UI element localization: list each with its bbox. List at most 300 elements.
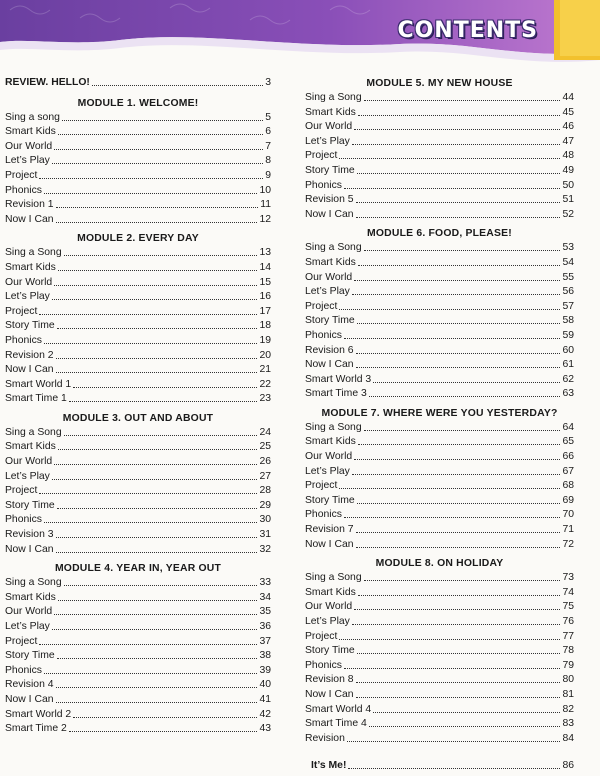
toc-entry-page: 9	[265, 169, 271, 181]
toc-entry	[5, 334, 271, 349]
dot-leader	[52, 470, 258, 480]
dot-leader	[73, 378, 257, 388]
dot-leader	[344, 659, 560, 669]
toc-entry-label: REVIEW. HELLO!	[5, 77, 90, 88]
toc-entry-page: 67	[562, 465, 574, 477]
toc-entry	[305, 164, 574, 179]
toc-entry-label: Phonics	[305, 179, 342, 191]
toc-entry	[305, 494, 574, 509]
dot-leader	[357, 494, 561, 504]
toc-entry-page: 51	[562, 194, 574, 206]
dot-leader	[344, 508, 560, 518]
dot-leader	[364, 241, 561, 251]
toc-entry-page: 79	[562, 659, 574, 671]
toc-entry	[5, 198, 271, 213]
toc-entry	[5, 605, 271, 620]
toc-entry	[5, 620, 271, 635]
toc-entry-label: Now I Can	[5, 213, 54, 225]
toc-entry-page: 33	[259, 577, 271, 589]
toc-entry-page: 30	[259, 514, 271, 526]
dot-leader	[56, 543, 258, 553]
toc-entry-label: Project	[5, 485, 38, 497]
toc-entry-label: Smart World 1	[5, 378, 72, 390]
dot-leader	[57, 499, 258, 509]
toc-entry	[305, 241, 574, 256]
dot-leader	[356, 673, 561, 683]
toc-entry-page: 73	[562, 572, 574, 584]
toc-entry-page: 78	[562, 645, 574, 657]
toc-entry	[305, 673, 574, 688]
toc-entry-label: Our World	[305, 121, 353, 133]
toc-entry-label: Let’s Play	[5, 155, 50, 167]
dot-leader	[56, 528, 258, 538]
toc-entry	[305, 91, 574, 106]
dot-leader	[44, 184, 257, 194]
dot-leader	[354, 120, 560, 130]
toc-entry-label: Sing a Song	[305, 572, 362, 584]
dot-leader	[339, 630, 560, 640]
toc-entry-page: 77	[562, 630, 574, 642]
toc-entry-label: Project	[305, 630, 338, 642]
toc-entry	[305, 615, 574, 630]
toc-entry-label: Story Time	[305, 494, 355, 506]
toc-entry-label: Sing a Song	[5, 426, 62, 438]
dot-leader	[64, 426, 258, 436]
dot-leader	[364, 421, 561, 431]
toc-entry-page: 71	[562, 524, 574, 536]
module-heading: MODULE 8. ON HOLIDAY	[375, 558, 504, 570]
dot-leader	[364, 91, 561, 101]
toc-entry-label: Smart World 3	[305, 373, 372, 385]
dot-leader	[339, 149, 560, 159]
toc-entry-label: Smart Kids	[5, 261, 56, 273]
toc-entry-label: Project	[5, 169, 38, 181]
toc-entry-label: Story Time	[305, 164, 355, 176]
dot-leader	[56, 363, 258, 373]
dot-leader	[44, 334, 257, 344]
toc-entry	[305, 538, 574, 553]
toc-entry-label: Now I Can	[305, 208, 354, 220]
dot-leader	[373, 373, 560, 383]
toc-entry	[5, 392, 271, 407]
module-section	[305, 556, 574, 746]
dot-leader	[364, 571, 561, 581]
dot-leader	[54, 276, 257, 286]
toc-entry	[5, 649, 271, 664]
toc-entry	[305, 344, 574, 359]
dot-leader	[56, 198, 259, 208]
toc-entry-label: Our World	[305, 271, 353, 283]
dot-leader	[352, 285, 561, 295]
dot-leader	[54, 140, 263, 150]
toc-entry	[5, 319, 271, 334]
toc-entry	[305, 644, 574, 659]
toc-entry	[5, 543, 271, 558]
toc-entry	[5, 378, 271, 393]
toc-entry-label: Smart Kids	[5, 126, 56, 138]
module-section	[5, 561, 271, 737]
dot-leader	[52, 290, 258, 300]
toc-entry	[305, 135, 574, 150]
toc-entry	[5, 111, 271, 126]
toc-entry-label: Sing a Song	[5, 577, 62, 589]
dot-leader	[56, 693, 258, 703]
toc-entry-label: Smart Kids	[305, 256, 356, 268]
toc-entry-page: 41	[259, 693, 271, 705]
toc-entry-label: Phonics	[305, 659, 342, 671]
toc-entry-label: Now I Can	[305, 538, 354, 550]
page-title: CONTENTS	[397, 18, 538, 43]
module-heading: MODULE 2. EVERY DAY	[77, 233, 199, 245]
toc-entry-page: 45	[562, 106, 574, 118]
dot-leader	[352, 135, 561, 145]
dot-leader	[356, 358, 561, 368]
dot-leader	[69, 392, 258, 402]
toc-entry-label: Project	[305, 300, 338, 312]
toc-entry-page: 66	[562, 451, 574, 463]
module-heading: MODULE 6. FOOD, PLEASE!	[367, 228, 512, 240]
toc-entry-page: 37	[259, 635, 271, 647]
toc-entry-page: 74	[562, 586, 574, 598]
toc-entry-label: Now I Can	[5, 543, 54, 555]
toc-entry-label: Let’s Play	[5, 470, 50, 482]
toc-entry	[5, 484, 271, 499]
toc-entry	[305, 688, 574, 703]
toc-entry-label: Story Time	[5, 499, 55, 511]
final-entry	[311, 759, 574, 774]
toc-entry-label: Our World	[5, 140, 53, 152]
toc-entry-page: 23	[259, 393, 271, 405]
toc-entry	[5, 722, 271, 737]
toc-entry	[305, 106, 574, 121]
toc-entry-label: Now I Can	[305, 359, 354, 371]
toc-entry-page: 14	[259, 261, 271, 273]
toc-entry	[305, 256, 574, 271]
toc-entry-page: 3	[265, 77, 271, 88]
toc-entry-label: Story Time	[305, 315, 355, 327]
toc-entry-page: 12	[259, 213, 271, 225]
toc-entry-page: 70	[562, 509, 574, 521]
toc-entry-label: Sing a song	[5, 111, 60, 123]
toc-entry	[5, 305, 271, 320]
toc-entry	[305, 703, 574, 718]
toc-entry-page: 24	[259, 426, 271, 438]
dot-leader	[357, 164, 561, 174]
dot-leader	[39, 305, 257, 315]
toc-entry-label: Revision 4	[5, 679, 54, 691]
toc-entry	[5, 276, 271, 291]
dot-leader	[357, 314, 561, 324]
toc-entry-page: 27	[259, 470, 271, 482]
toc-entry-label: Smart Time 4	[305, 718, 367, 730]
dot-leader	[344, 329, 560, 339]
toc-entry	[305, 659, 574, 674]
dot-leader	[354, 450, 560, 460]
toc-entry	[305, 329, 574, 344]
dot-leader	[58, 125, 263, 135]
dot-leader	[356, 193, 561, 203]
dot-leader	[73, 708, 257, 718]
toc-entry-page: 69	[562, 494, 574, 506]
module-section	[5, 96, 271, 228]
dot-leader	[44, 664, 257, 674]
dot-leader	[39, 484, 257, 494]
toc-entry	[305, 314, 574, 329]
toc-entry-label: Phonics	[305, 509, 342, 521]
toc-entry	[305, 479, 574, 494]
toc-entry-label: Our World	[5, 606, 53, 618]
module-section	[5, 411, 271, 557]
toc-entry-label: Smart Kids	[5, 591, 56, 603]
dot-leader	[354, 271, 560, 281]
toc-entry-page: 16	[259, 291, 271, 303]
dot-leader	[347, 732, 561, 742]
module-heading: MODULE 5. MY NEW HOUSE	[366, 78, 513, 89]
toc-entry-label: Smart Kids	[305, 106, 356, 118]
toc-entry	[305, 450, 574, 465]
toc-entry-label: Revision 5	[305, 194, 354, 206]
module-section	[5, 231, 271, 407]
toc-entry-page: 36	[259, 621, 271, 632]
dot-leader	[64, 576, 258, 586]
toc-entry-page: 25	[259, 441, 271, 453]
toc-entry	[305, 179, 574, 194]
toc-entry	[305, 373, 574, 388]
toc-entry-label: Sing a Song	[305, 421, 362, 433]
toc-entry-page: 59	[562, 329, 574, 341]
toc-entry	[5, 426, 271, 441]
toc-entry-label: Now I Can	[5, 364, 54, 376]
toc-entry-label: Let’s Play	[5, 621, 50, 632]
toc-entry-page: 39	[259, 664, 271, 676]
toc-entry	[305, 271, 574, 286]
toc-entry-page: 86	[562, 760, 574, 771]
toc-entry-page: 57	[562, 300, 574, 312]
toc-entry	[5, 678, 271, 693]
toc-entry-label: Now I Can	[305, 688, 354, 700]
toc-entry-label: Phonics	[5, 664, 42, 676]
dot-leader	[92, 76, 263, 86]
dot-leader	[358, 586, 561, 596]
toc-entry-page: 11	[260, 199, 271, 211]
toc-entry-label: Smart Time 3	[305, 388, 367, 400]
toc-entry-page: 65	[562, 436, 574, 448]
dot-leader	[356, 538, 561, 548]
toc-entry-label: Smart World 4	[305, 703, 372, 715]
dot-leader	[56, 678, 258, 688]
dot-leader	[352, 465, 561, 475]
contents-right-column	[305, 76, 574, 750]
toc-entry	[5, 470, 271, 485]
toc-entry-label: Smart Kids	[305, 436, 356, 448]
dot-leader	[354, 600, 560, 610]
toc-entry-page: 61	[562, 359, 574, 371]
toc-entry-page: 15	[259, 276, 271, 288]
toc-entry-page: 55	[562, 271, 574, 283]
dot-leader	[57, 649, 258, 659]
module-heading: MODULE 7. WHERE WERE YOU YESTERDAY?	[321, 407, 558, 419]
toc-entry-label: Story Time	[305, 645, 355, 657]
dot-leader	[358, 106, 561, 116]
dot-leader	[62, 111, 263, 121]
toc-entry	[5, 455, 271, 470]
toc-entry	[305, 717, 574, 732]
toc-entry-label: Project	[5, 635, 38, 647]
toc-entry	[305, 421, 574, 436]
dot-leader	[348, 759, 560, 769]
toc-entry	[5, 184, 271, 199]
module-heading: MODULE 3. OUT AND ABOUT	[62, 412, 214, 424]
toc-entry-label: Revision 7	[305, 524, 354, 536]
header-banner	[0, 0, 600, 78]
toc-entry-label: Story Time	[5, 650, 55, 662]
dot-leader	[358, 256, 561, 266]
toc-entry-page: 75	[562, 601, 574, 613]
toc-entry	[5, 140, 271, 155]
dot-leader	[356, 208, 561, 218]
toc-entry-page: 8	[265, 155, 271, 167]
toc-entry-page: 31	[259, 529, 271, 541]
toc-entry-label: Story Time	[5, 320, 55, 332]
toc-entry-label: Phonics	[305, 329, 342, 341]
toc-entry	[5, 261, 271, 276]
toc-entry-page: 17	[259, 305, 271, 317]
module-heading: MODULE 1. WELCOME!	[77, 97, 199, 109]
toc-entry-page: 44	[562, 92, 574, 103]
toc-entry-label: Revision 6	[305, 344, 354, 356]
dot-leader	[352, 615, 561, 625]
dot-leader	[44, 513, 257, 523]
toc-entry-label: Let’s Play	[305, 135, 350, 147]
toc-entry	[5, 708, 271, 723]
toc-entry-page: 38	[259, 650, 271, 662]
toc-entry-page: 76	[562, 616, 574, 627]
toc-entry-page: 54	[562, 256, 574, 268]
toc-entry	[305, 120, 574, 135]
its-me-entry	[311, 759, 574, 774]
contents-left-column	[5, 76, 271, 741]
toc-entry-label: Sing a Song	[305, 242, 362, 254]
toc-entry-page: 19	[259, 334, 271, 346]
toc-entry	[305, 523, 574, 538]
toc-entry-page: 7	[265, 140, 271, 152]
toc-entry	[5, 693, 271, 708]
dot-leader	[39, 169, 263, 179]
dot-leader	[358, 435, 561, 445]
toc-entry-page: 47	[562, 135, 574, 147]
toc-entry	[5, 513, 271, 528]
toc-entry-page: 20	[259, 349, 271, 361]
toc-entry-label: Let’s Play	[5, 291, 50, 303]
toc-entry	[305, 732, 574, 747]
module-section	[305, 406, 574, 552]
toc-entry	[305, 300, 574, 315]
module-heading: MODULE 4. YEAR IN, YEAR OUT	[54, 563, 222, 575]
toc-entry	[305, 285, 574, 300]
toc-entry-label: Phonics	[5, 514, 42, 526]
toc-entry-label: Our World	[5, 456, 53, 468]
toc-entry-page: 81	[562, 688, 574, 700]
review-entry	[5, 76, 271, 91]
toc-entry	[5, 349, 271, 364]
toc-entry	[5, 635, 271, 650]
dot-leader	[369, 717, 561, 727]
dot-leader	[356, 523, 561, 533]
toc-entry-label: Smart Time 1	[5, 393, 67, 405]
toc-entry	[5, 169, 271, 184]
toc-entry-label: Now I Can	[5, 693, 54, 705]
dot-leader	[357, 644, 561, 654]
toc-entry	[305, 358, 574, 373]
toc-entry-page: 18	[259, 320, 271, 332]
toc-entry-page: 40	[259, 679, 271, 691]
toc-entry-label: Revision	[305, 732, 345, 744]
toc-entry	[305, 208, 574, 223]
toc-entry	[305, 149, 574, 164]
toc-entry-label: Our World	[305, 451, 353, 463]
toc-entry-label: Let’s Play	[305, 286, 350, 298]
dot-leader	[54, 455, 257, 465]
toc-entry-page: 72	[562, 538, 574, 550]
module-section	[305, 226, 574, 402]
toc-entry	[305, 600, 574, 615]
toc-entry	[5, 576, 271, 591]
toc-entry	[305, 571, 574, 586]
toc-entry-page: 50	[562, 179, 574, 191]
toc-entry	[5, 591, 271, 606]
dot-leader	[58, 591, 258, 601]
dot-leader	[56, 349, 258, 359]
toc-entry-label: Let’s Play	[305, 465, 350, 477]
toc-entry-label: Smart Time 2	[5, 723, 67, 735]
toc-entry	[305, 465, 574, 480]
toc-entry-page: 63	[562, 388, 574, 400]
toc-entry-page: 62	[562, 373, 574, 385]
dot-leader	[52, 154, 263, 164]
toc-entry	[5, 290, 271, 305]
toc-entry-page: 56	[562, 286, 574, 298]
toc-entry-label: Our World	[5, 276, 53, 288]
dot-leader	[58, 440, 258, 450]
toc-entry-page: 82	[562, 703, 574, 715]
dot-leader	[356, 688, 561, 698]
toc-entry	[5, 499, 271, 514]
toc-entry	[305, 586, 574, 601]
toc-entry-label: Revision 1	[5, 199, 54, 211]
dot-leader	[339, 479, 560, 489]
toc-entry	[5, 440, 271, 455]
toc-entry-page: 42	[259, 708, 271, 720]
toc-entry-page: 48	[562, 150, 574, 162]
toc-entry-page: 28	[259, 485, 271, 497]
toc-entry	[305, 387, 574, 402]
toc-entry-label: Smart World 2	[5, 708, 72, 720]
toc-entry-page: 29	[259, 499, 271, 511]
toc-entry-label: Revision 8	[305, 674, 354, 686]
toc-entry-page: 52	[562, 208, 574, 220]
dot-leader	[339, 300, 560, 310]
toc-entry	[5, 125, 271, 140]
toc-entry	[305, 630, 574, 645]
dot-leader	[39, 635, 257, 645]
toc-entry	[5, 154, 271, 169]
toc-entry-page: 80	[562, 674, 574, 686]
toc-entry-page: 32	[259, 543, 271, 555]
toc-entry-label: Sing a Song	[305, 92, 362, 103]
toc-entry-page: 5	[265, 111, 271, 123]
toc-entry-label: Phonics	[5, 334, 42, 346]
dot-leader	[56, 213, 258, 223]
